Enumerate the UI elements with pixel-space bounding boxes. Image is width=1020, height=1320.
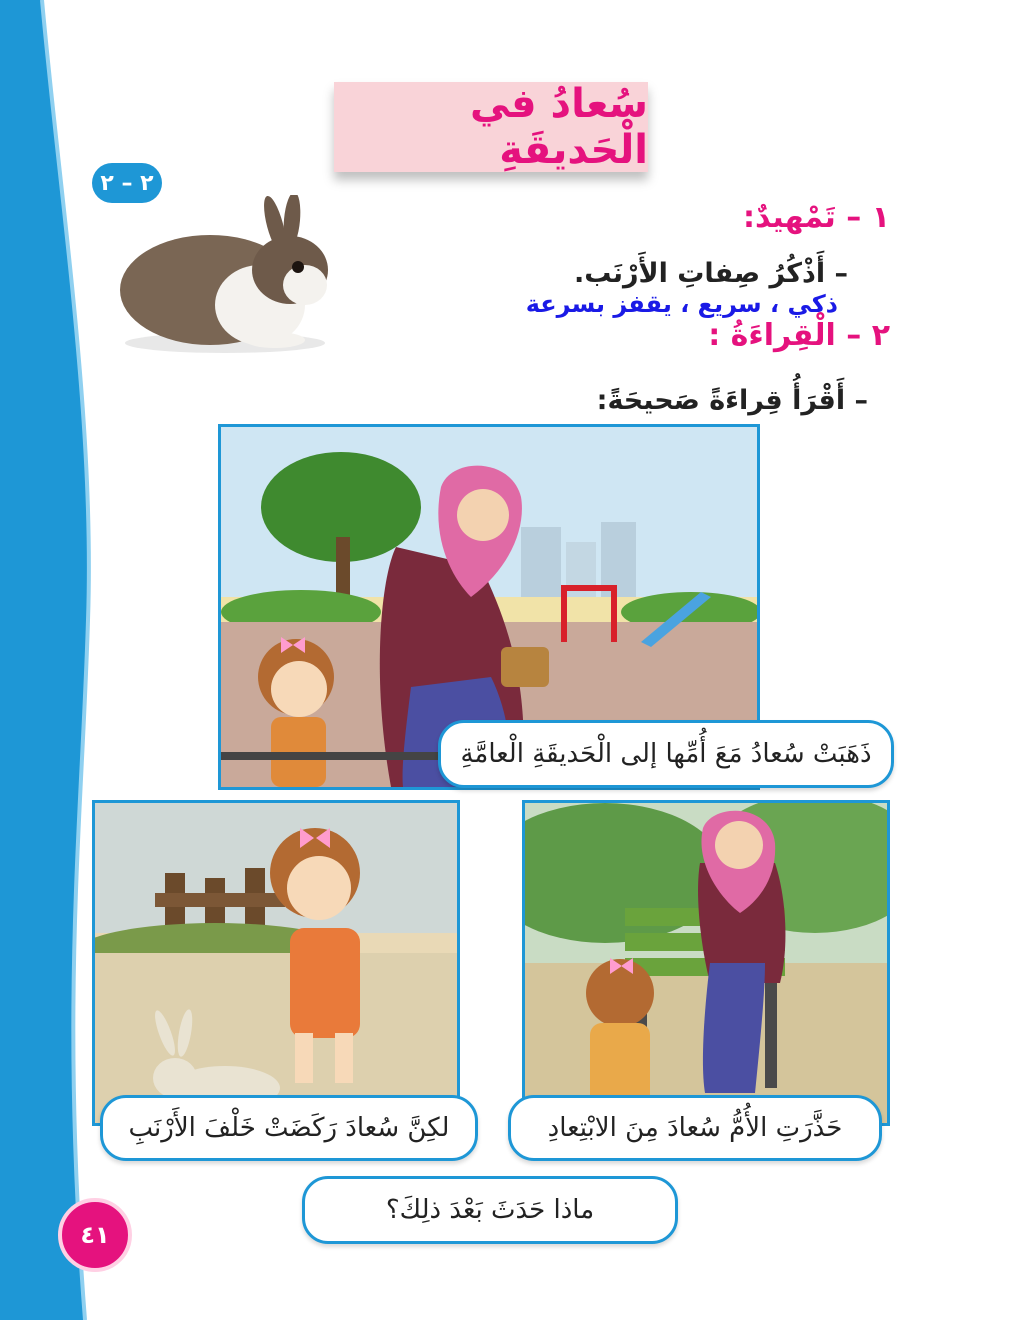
chasing-rabbit-illustration [95, 803, 457, 1123]
caption-scene-3: لكِنَّ سُعادَ رَكَضَتْ خَلْفَ الأَرْنَبِ [100, 1095, 478, 1161]
title-banner [334, 82, 648, 172]
page-number: ٤١ [58, 1198, 132, 1272]
intro-answer: ذكي ، سريع ، يقفز بسرعة [525, 290, 838, 318]
lesson-badge: ٢ – ٢ [92, 163, 162, 203]
reading-instruction: – أَقْرَأُ قِراءَةً صَحيحَةً: [596, 385, 868, 416]
mother-warning-illustration [525, 803, 887, 1123]
scene-mother-warning [522, 800, 890, 1126]
intro-heading: ١ – تَمْهيدٌ: [743, 200, 890, 235]
caption-scene-1: ذَهَبَتْ سُعادُ مَعَ أُمِّها إلى الْحَديقَةِ الْعامَّةِ [438, 720, 894, 788]
rabbit-image [110, 195, 335, 355]
caption-scene-2: حَذَّرَتِ الأُمُّ سُعادَ مِنَ الابْتِعادِ [508, 1095, 882, 1161]
scene-chasing-rabbit [92, 800, 460, 1126]
page-title: سُعادُ في الْحَديقَةِ [469, 81, 648, 173]
intro-instruction: – أَذْكُرُ صِفاتِ الأَرْنَب. [574, 258, 848, 289]
question-box: ماذا حَدَثَ بَعْدَ ذلِكَ؟ [302, 1176, 678, 1244]
reading-heading: ٢ – الْقِراءَةُ : [708, 318, 890, 353]
